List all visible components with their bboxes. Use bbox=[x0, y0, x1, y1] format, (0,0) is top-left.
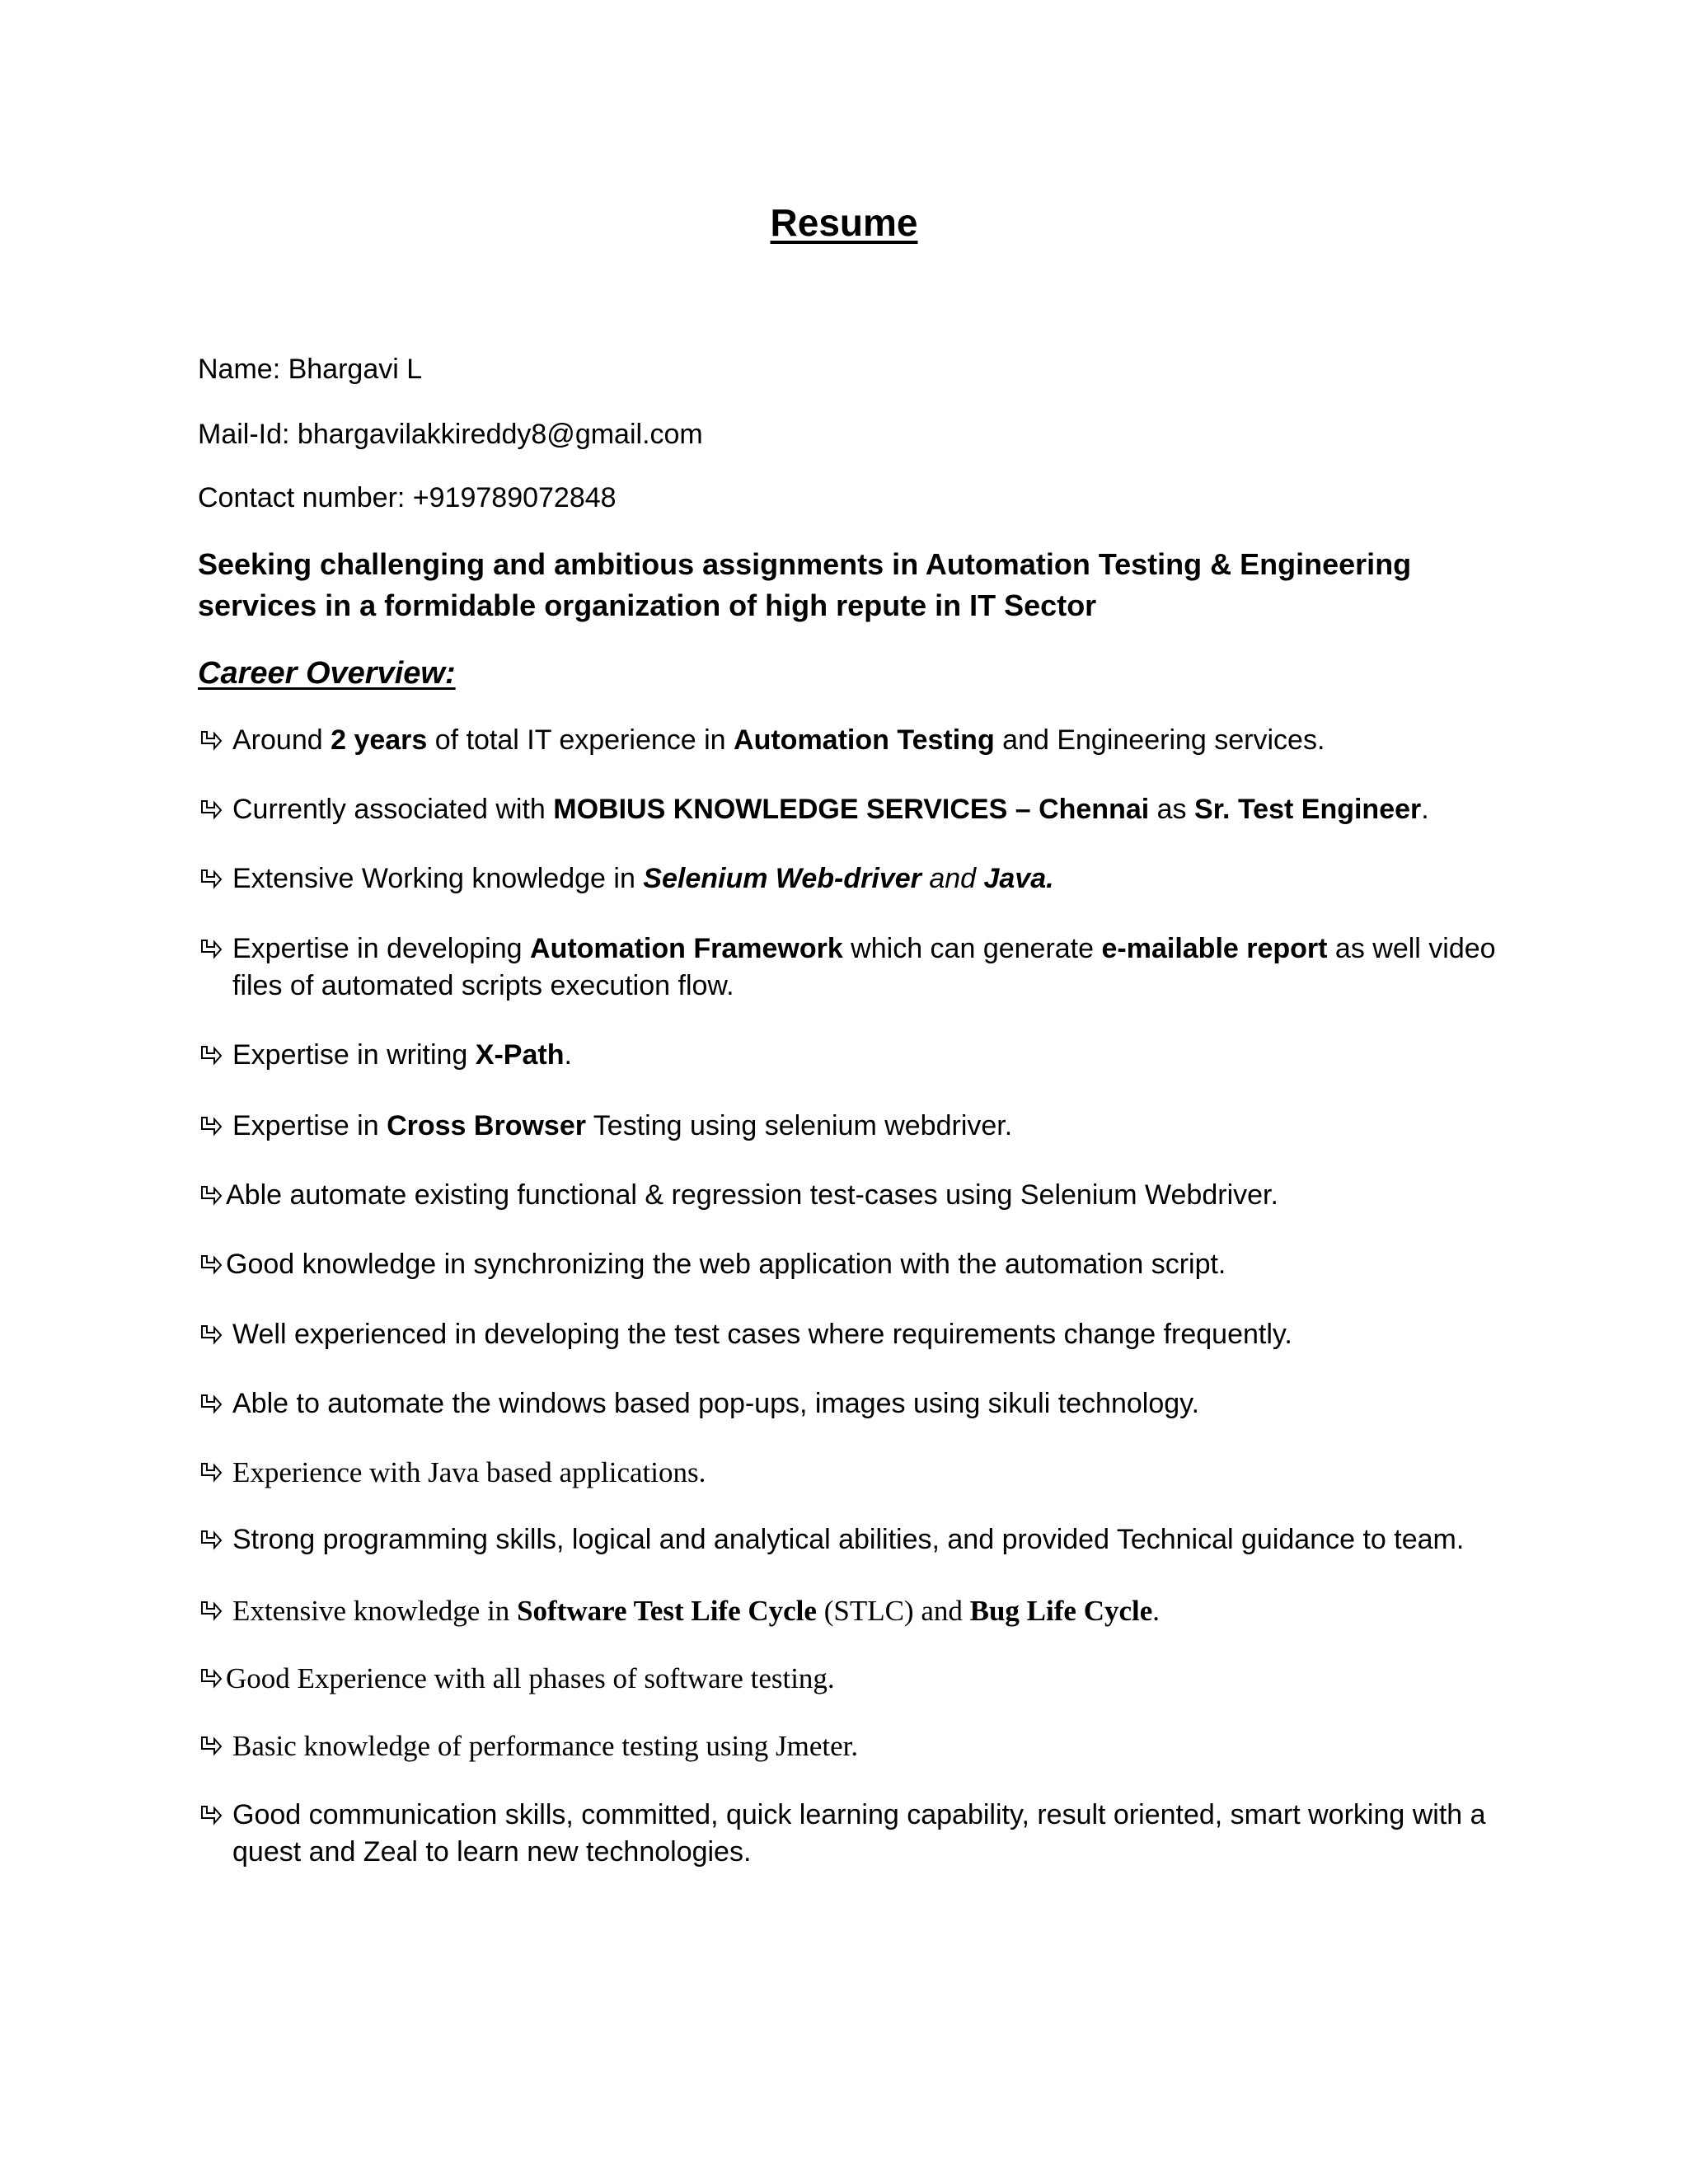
career-bullet-13: Extensive knowledge in Software Test Life Cycle (STLC) and Bug Life Cycle. bbox=[198, 1592, 1517, 1629]
career-bullet-5: Expertise in writing X-Path. bbox=[198, 1037, 1517, 1074]
arrow-bullet-icon bbox=[198, 791, 227, 828]
career-bullet-11: Experience with Java based applications. bbox=[198, 1454, 1517, 1491]
document-title: Resume bbox=[770, 201, 918, 244]
arrow-bullet-icon bbox=[198, 1246, 227, 1283]
career-bullet-12: Strong programming skills, logical and analytical abilities, and provided Technical guidance to team. bbox=[198, 1521, 1517, 1558]
mail-line: Mail-Id: bhargavilakkireddy8@gmail.com bbox=[198, 419, 703, 450]
arrow-bullet-icon bbox=[198, 1177, 227, 1214]
career-bullet-3: Extensive Working knowledge in Selenium Web-driver and Java. bbox=[198, 860, 1517, 898]
career-bullet-15: Basic knowledge of performance testing using Jmeter. bbox=[198, 1727, 1517, 1765]
career-bullet-9: Well experienced in developing the test cases where requirements change frequently. bbox=[198, 1316, 1517, 1353]
arrow-bullet-icon bbox=[198, 1521, 227, 1558]
arrow-bullet-icon bbox=[198, 1037, 227, 1074]
career-bullet-14: Good Experience with all phases of software testing. bbox=[198, 1660, 1517, 1697]
career-bullet-7: Able automate existing functional & regression test-cases using Selenium Webdriver. bbox=[198, 1177, 1517, 1214]
arrow-bullet-icon bbox=[198, 1592, 227, 1629]
arrow-bullet-icon bbox=[198, 930, 227, 968]
arrow-bullet-icon bbox=[198, 1660, 227, 1697]
career-bullet-8: Good knowledge in synchronizing the web application with the automation script. bbox=[198, 1246, 1517, 1283]
arrow-bullet-icon bbox=[198, 1316, 227, 1353]
arrow-bullet-icon bbox=[198, 1454, 227, 1491]
name-line: Name: Bhargavi L bbox=[198, 354, 423, 385]
career-bullet-6: Expertise in Cross Browser Testing using selenium webdriver. bbox=[198, 1108, 1517, 1145]
career-overview-heading: Career Overview: bbox=[198, 656, 456, 691]
career-bullet-16: Good communication skills, committed, quick learning capability, result oriented, smart working with a quest and Zeal to learn new technologies. bbox=[198, 1797, 1517, 1871]
arrow-bullet-icon bbox=[198, 1727, 227, 1765]
career-bullet-2: Currently associated with MOBIUS KNOWLEDGE SERVICES – Chennai as Sr. Test Engineer. bbox=[198, 791, 1517, 828]
career-bullet-1: Around 2 years of total IT experience in Automation Testing and Engineering services. bbox=[198, 722, 1517, 759]
career-bullet-4: Expertise in developing Automation Framework which can generate e-mailable report as well video files of automated scripts execution flow. bbox=[198, 930, 1517, 1005]
arrow-bullet-icon bbox=[198, 1385, 227, 1422]
arrow-bullet-icon bbox=[198, 1108, 227, 1145]
arrow-bullet-icon bbox=[198, 860, 227, 898]
contact-line: Contact number: +919789072848 bbox=[198, 482, 617, 513]
arrow-bullet-icon bbox=[198, 1797, 227, 1834]
arrow-bullet-icon bbox=[198, 722, 227, 759]
career-bullet-10: Able to automate the windows based pop-ups, images using sikuli technology. bbox=[198, 1385, 1517, 1422]
objective-statement: Seeking challenging and ambitious assignments in Automation Testing & Engineering services in a formidable organization of high repute in IT Sector bbox=[198, 547, 1412, 622]
